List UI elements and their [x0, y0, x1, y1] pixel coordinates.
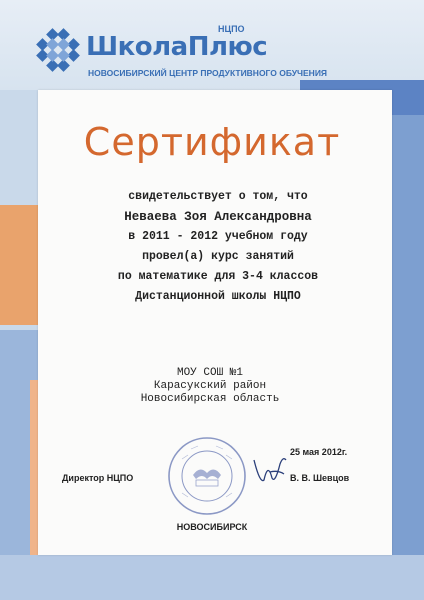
body-line: свидетельствует о том, что — [128, 190, 308, 203]
recipient-name: Неваева Зоя Александровна — [124, 210, 312, 224]
body-line: в 2011 - 2012 учебном году — [128, 230, 308, 243]
stamp-seal — [166, 435, 248, 517]
school-district: Карасукский район — [153, 380, 267, 392]
brand-name: ШколаПлюс — [86, 32, 268, 62]
director-signature — [250, 450, 290, 490]
frame-block-bottom — [0, 555, 424, 600]
body-line: Дистанционной школы НЦПО — [135, 290, 301, 303]
brand-abbreviation: НЦПО — [218, 24, 245, 34]
city: НОВОСИБИРСК — [176, 522, 248, 532]
certificate-title: Сертификат — [83, 120, 341, 164]
certificate-body — [60, 187, 376, 307]
school-name: МОУ СОШ №1 — [176, 367, 243, 379]
school-plus-logo-icon — [36, 28, 80, 72]
school-info — [100, 367, 320, 406]
body-line: провел(а) курс занятий — [142, 250, 294, 263]
brand-subtitle: НОВОСИБИРСКИЙ ЦЕНТР ПРОДУКТИВНОГО ОБУЧЕНИЯ — [88, 68, 328, 78]
body-line: по математике для 3-4 классов — [117, 270, 319, 283]
director-title: Директор НЦПО — [62, 473, 134, 483]
school-region: Новосибирская область — [140, 393, 280, 405]
issue-date: 25 мая 2012г. — [290, 447, 348, 457]
director-name: В. В. Шевцов — [290, 473, 350, 483]
